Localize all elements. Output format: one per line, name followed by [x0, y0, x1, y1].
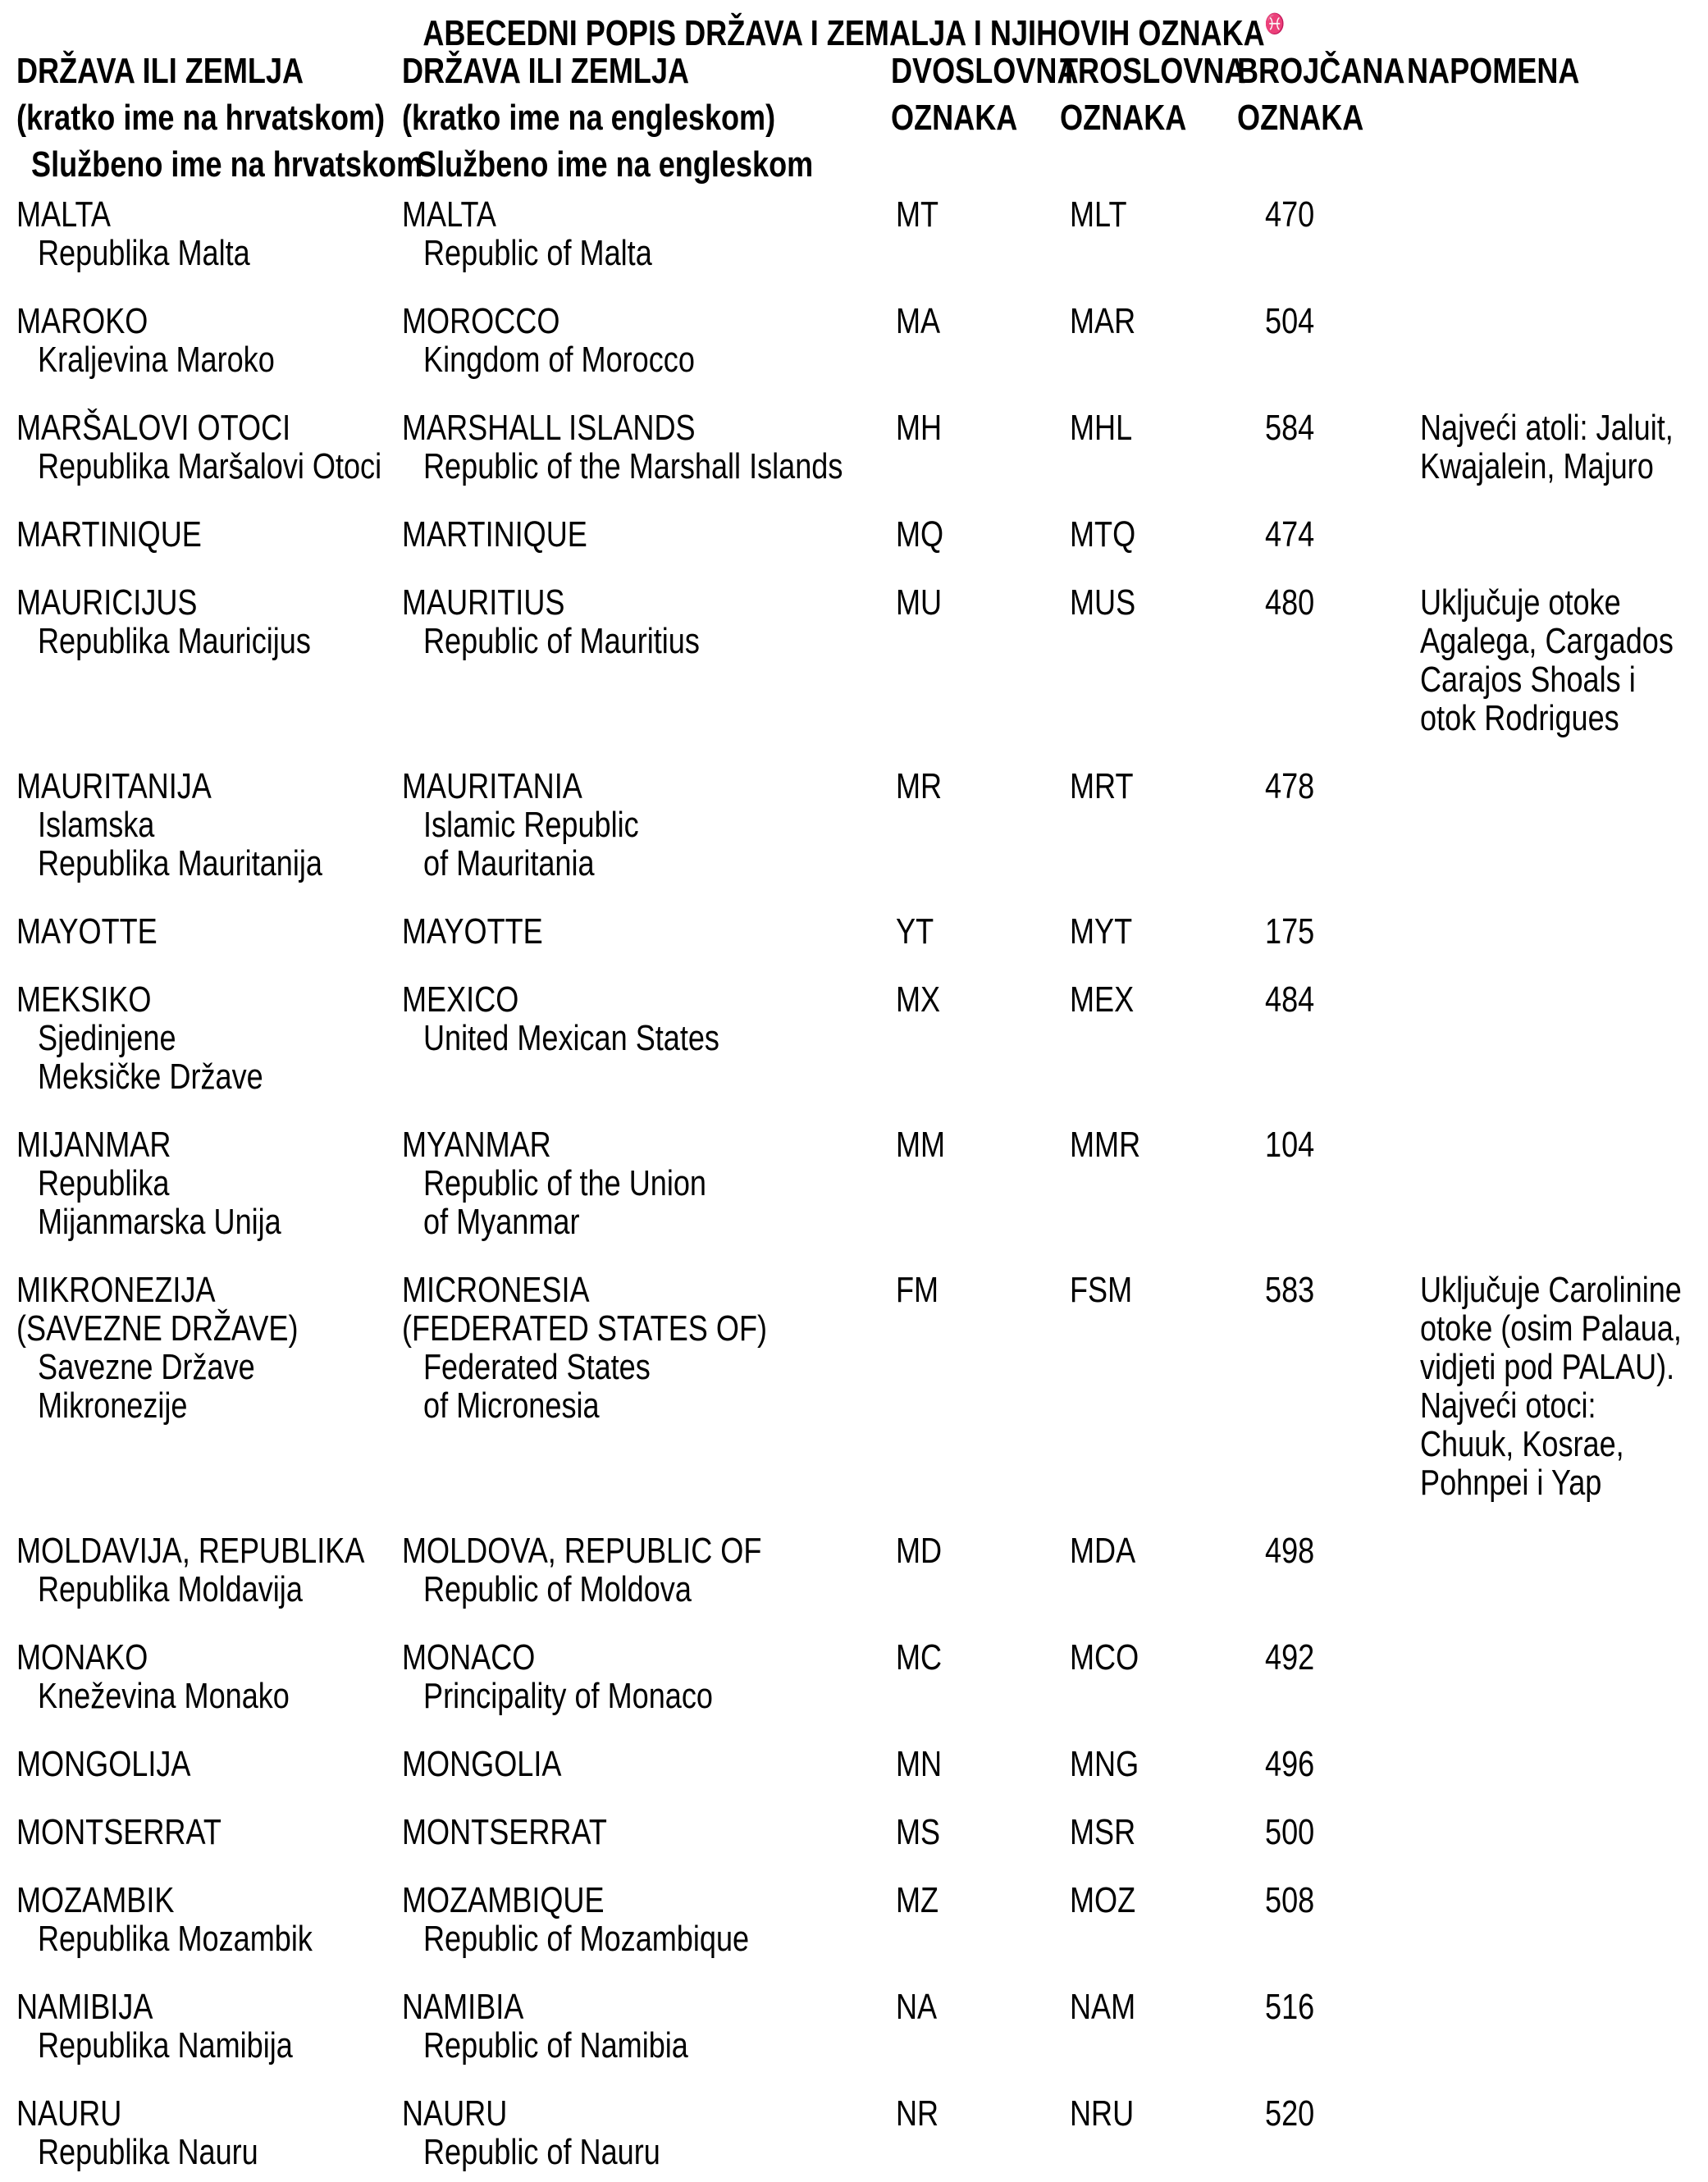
numeric-value: 474	[1265, 514, 1315, 555]
country-official-name-hr: Republika Mozambik	[38, 1919, 313, 1959]
alpha2-code	[891, 1532, 1060, 1609]
alpha3-value: MAR	[1070, 301, 1136, 341]
alpha3-code	[1060, 1988, 1237, 2065]
header-col-alpha2	[891, 48, 1079, 188]
country-short-name-en: MOZAMBIQUE	[402, 1880, 605, 1920]
alpha2-code	[891, 583, 1060, 737]
alpha2-code	[891, 1745, 1060, 1783]
numeric-value: 175	[1265, 911, 1315, 952]
header-col-alpha3	[1060, 48, 1246, 188]
country-official-name-en: of Myanmar	[423, 1202, 580, 1242]
country-official-name-en: Federated States	[423, 1347, 651, 1387]
numeric-value: 492	[1265, 1637, 1315, 1678]
note	[1407, 767, 1700, 883]
country-short-name-hr: MONTSERRAT	[16, 1812, 221, 1852]
country-official-name-hr: Republika	[38, 1163, 170, 1203]
country-short-name-hr: MEKSIKO	[16, 979, 152, 1020]
country-name-en	[402, 1988, 891, 2065]
table-rows	[16, 195, 1700, 2182]
table-row	[16, 767, 1700, 883]
country-name-en	[402, 1881, 891, 1958]
country-name-en	[402, 302, 891, 379]
country-name-hr	[16, 302, 402, 379]
header-alpha3-line2: OZNAKA	[1060, 98, 1187, 138]
header-numeric-line1: BROJČANA	[1237, 51, 1405, 91]
country-short-name-en: MONGOLIA	[402, 1744, 562, 1784]
alpha3-code	[1060, 2094, 1237, 2171]
alpha2-code	[891, 2094, 1060, 2171]
table-row	[16, 1532, 1700, 1609]
alpha3-code	[1060, 583, 1237, 737]
country-name-hr	[16, 409, 402, 486]
header-col-hr-name	[16, 48, 423, 188]
numeric-value: 484	[1265, 979, 1315, 1020]
alpha3-code	[1060, 1532, 1237, 1609]
country-name-en	[402, 2094, 891, 2171]
alpha3-value: MNG	[1070, 1744, 1139, 1784]
country-name-en	[402, 1532, 891, 1609]
title-footnote-mark: ♓	[1264, 13, 1286, 35]
note-line: Najveći atoli: Jaluit,	[1420, 408, 1674, 448]
country-name-en	[402, 1638, 891, 1715]
country-official-name-hr: Islamska	[38, 805, 155, 845]
table-header	[16, 48, 1700, 188]
country-short-name-hr: MAURICIJUS	[16, 582, 198, 623]
numeric-code	[1237, 195, 1407, 272]
country-short-name-en: NAURU	[402, 2093, 508, 2134]
country-short-name-en: MAURITIUS	[402, 582, 565, 623]
numeric-value: 520	[1265, 2093, 1315, 2134]
country-short-name-hr: MAURITANIJA	[16, 766, 212, 806]
numeric-value: 583	[1265, 1270, 1315, 1310]
country-official-name-en: Republic of Malta	[423, 233, 652, 273]
country-official-name-hr: Republika Moldavija	[38, 1569, 303, 1609]
alpha2-value: MZ	[896, 1880, 939, 1920]
country-name-hr	[16, 912, 402, 951]
header-hr-name-line1: DRŽAVA ILI ZEMLJA	[16, 51, 304, 91]
alpha3-code	[1060, 195, 1237, 272]
country-official-name-hr: Mijanmarska Unija	[38, 1202, 281, 1242]
numeric-value: 470	[1265, 194, 1315, 235]
alpha3-code	[1060, 1638, 1237, 1715]
country-official-name-en: Republic of the Union	[423, 1163, 706, 1203]
header-col-note	[1407, 48, 1700, 188]
country-name-hr	[16, 980, 402, 1096]
country-short-name-hr: MONAKO	[16, 1637, 148, 1678]
note	[1407, 195, 1700, 272]
alpha2-code	[891, 515, 1060, 554]
note	[1407, 1638, 1700, 1715]
alpha2-value: MR	[896, 766, 943, 806]
table-row	[16, 1881, 1700, 1958]
alpha3-code	[1060, 1271, 1237, 1502]
country-short-name-en: (FEDERATED STATES OF)	[402, 1308, 768, 1349]
country-short-name-hr: MALTA	[16, 194, 111, 235]
note-line: Uključuje otoke	[1420, 582, 1621, 623]
numeric-value: 500	[1265, 1812, 1315, 1852]
numeric-code	[1237, 980, 1407, 1096]
table-row	[16, 912, 1700, 951]
numeric-value: 480	[1265, 582, 1315, 623]
alpha2-code	[891, 767, 1060, 883]
header-col-en-name	[402, 48, 891, 188]
numeric-value: 584	[1265, 408, 1315, 448]
alpha2-value: MS	[896, 1812, 941, 1852]
alpha3-code	[1060, 912, 1237, 951]
table-row	[16, 1813, 1700, 1851]
table-row	[16, 1125, 1700, 1241]
country-name-hr	[16, 1271, 402, 1502]
country-name-hr	[16, 1988, 402, 2065]
header-alpha2-line2: OZNAKA	[891, 98, 1018, 138]
country-official-name-en: Kingdom of Morocco	[423, 340, 695, 380]
country-official-name-en: of Micronesia	[423, 1385, 600, 1426]
alpha2-code	[891, 1638, 1060, 1715]
note	[1407, 1881, 1700, 1958]
country-short-name-hr: MIKRONEZIJA	[16, 1270, 216, 1310]
alpha2-value: YT	[896, 911, 934, 952]
table-row	[16, 195, 1700, 272]
country-name-en	[402, 1745, 891, 1783]
country-name-hr	[16, 1813, 402, 1851]
note	[1407, 2094, 1700, 2171]
note	[1407, 980, 1700, 1096]
alpha2-value: FM	[896, 1270, 939, 1310]
alpha2-value: MH	[896, 408, 943, 448]
alpha2-code	[891, 980, 1060, 1096]
country-short-name-en: MOLDOVA, REPUBLIC OF	[402, 1531, 762, 1571]
alpha3-code	[1060, 1745, 1237, 1783]
note-line: Chuuk, Kosrae,	[1420, 1424, 1624, 1464]
header-alpha3-line1: TROSLOVNA	[1060, 51, 1246, 91]
alpha2-value: MN	[896, 1744, 943, 1784]
country-official-name-en: Republic of Nauru	[423, 2132, 660, 2172]
country-name-en	[402, 1271, 891, 1502]
country-short-name-en: MONTSERRAT	[402, 1812, 607, 1852]
country-short-name-en: MONACO	[402, 1637, 536, 1678]
table-row	[16, 583, 1700, 737]
country-name-en	[402, 195, 891, 272]
alpha2-value: NR	[896, 2093, 939, 2134]
alpha3-value: MUS	[1070, 582, 1136, 623]
alpha3-code	[1060, 1813, 1237, 1851]
numeric-code	[1237, 1813, 1407, 1851]
country-name-en	[402, 409, 891, 486]
country-name-en	[402, 912, 891, 951]
country-short-name-hr: (SAVEZNE DRŽAVE)	[16, 1308, 299, 1349]
country-short-name-en: MAYOTTE	[402, 911, 543, 952]
note	[1407, 302, 1700, 379]
country-short-name-hr: MARTINIQUE	[16, 514, 202, 555]
country-short-name-hr: MAYOTTE	[16, 911, 158, 952]
note-line: Uključuje Carolinine	[1420, 1270, 1682, 1310]
country-official-name-en: of Mauritania	[423, 843, 595, 883]
note	[1407, 1813, 1700, 1851]
note	[1407, 1271, 1700, 1502]
numeric-value: 478	[1265, 766, 1315, 806]
country-short-name-hr: MONGOLIJA	[16, 1744, 191, 1784]
country-short-name-hr: MIJANMAR	[16, 1125, 171, 1165]
country-short-name-en: NAMIBIA	[402, 1987, 524, 2027]
numeric-value: 498	[1265, 1531, 1315, 1571]
country-name-en	[402, 1125, 891, 1241]
note-line: otoke (osim Palaua,	[1420, 1308, 1682, 1349]
note	[1407, 409, 1700, 486]
country-official-name-hr: Republika Nauru	[38, 2132, 258, 2172]
numeric-code	[1237, 583, 1407, 737]
country-name-hr	[16, 195, 402, 272]
numeric-code	[1237, 1745, 1407, 1783]
country-official-name-hr: Kneževina Monako	[38, 1676, 290, 1716]
country-short-name-hr: NAURU	[16, 2093, 122, 2134]
alpha3-value: NAM	[1070, 1987, 1136, 2027]
alpha2-value: NA	[896, 1987, 938, 2027]
country-short-name-hr: MAROKO	[16, 301, 148, 341]
country-name-hr	[16, 1532, 402, 1609]
alpha3-code	[1060, 409, 1237, 486]
note	[1407, 1532, 1700, 1609]
country-name-en	[402, 980, 891, 1096]
table-row	[16, 1271, 1700, 1502]
note	[1407, 1125, 1700, 1241]
alpha3-value: MOZ	[1070, 1880, 1136, 1920]
country-official-name-hr: Meksičke Države	[38, 1057, 263, 1097]
table-row	[16, 1745, 1700, 1783]
alpha3-value: MYT	[1070, 911, 1133, 952]
numeric-code	[1237, 912, 1407, 951]
country-short-name-hr: NAMIBIJA	[16, 1987, 153, 2027]
alpha3-value: MHL	[1070, 408, 1133, 448]
alpha3-code	[1060, 1881, 1237, 1958]
alpha2-code	[891, 1988, 1060, 2065]
note-line: Agalega, Cargados	[1420, 621, 1674, 661]
numeric-value: 504	[1265, 301, 1315, 341]
header-en-name-line2: (kratko ime na engleskom)	[402, 98, 776, 138]
country-official-name-en: Republic of Mauritius	[423, 621, 700, 661]
alpha3-value: MDA	[1070, 1531, 1136, 1571]
country-short-name-en: MARSHALL ISLANDS	[402, 408, 696, 448]
country-short-name-en: MAURITANIA	[402, 766, 582, 806]
country-short-name-en: MEXICO	[402, 979, 519, 1020]
numeric-code	[1237, 1881, 1407, 1958]
alpha2-value: MT	[896, 194, 939, 235]
country-short-name-en: MARTINIQUE	[402, 514, 587, 555]
header-hr-name-line3: Službeno ime na hrvatskom	[31, 144, 423, 185]
alpha3-value: MMR	[1070, 1125, 1141, 1165]
alpha2-code	[891, 1271, 1060, 1502]
country-name-hr	[16, 767, 402, 883]
country-official-name-hr: Kraljevina Maroko	[38, 340, 275, 380]
country-name-hr	[16, 1745, 402, 1783]
note	[1407, 1745, 1700, 1783]
table-row	[16, 980, 1700, 1096]
alpha2-value: MU	[896, 582, 943, 623]
alpha2-value: MC	[896, 1637, 943, 1678]
country-name-hr	[16, 583, 402, 737]
alpha2-code	[891, 1813, 1060, 1851]
alpha2-value: MM	[896, 1125, 946, 1165]
alpha3-value: MSR	[1070, 1812, 1136, 1852]
numeric-code	[1237, 515, 1407, 554]
alpha2-value: MA	[896, 301, 941, 341]
table-row	[16, 1638, 1700, 1715]
country-official-name-hr: Savezne Države	[38, 1347, 255, 1387]
header-hr-name-line2: (kratko ime na hrvatskom)	[16, 98, 386, 138]
alpha3-value: MCO	[1070, 1637, 1139, 1678]
table-row	[16, 302, 1700, 379]
alpha3-value: MLT	[1070, 194, 1127, 235]
country-official-name-hr: Mikronezije	[38, 1385, 188, 1426]
numeric-code	[1237, 1271, 1407, 1502]
country-official-name-hr: Republika Maršalovi Otoci	[38, 446, 382, 486]
numeric-value: 508	[1265, 1880, 1315, 1920]
page-title-text: ABECEDNI POPIS DRŽAVA I ZEMALJA I NJIHOVIH OZNAKA	[422, 13, 1265, 53]
table-row	[16, 409, 1700, 486]
country-official-name-en: Republic of Mozambique	[423, 1919, 750, 1959]
country-short-name-en: MOROCCO	[402, 301, 560, 341]
alpha3-code	[1060, 515, 1237, 554]
table-row	[16, 1988, 1700, 2065]
numeric-code	[1237, 1532, 1407, 1609]
numeric-value: 516	[1265, 1987, 1315, 2027]
country-official-name-en: Republic of Namibia	[423, 2025, 688, 2066]
alpha3-value: FSM	[1070, 1270, 1133, 1310]
note	[1407, 515, 1700, 554]
country-official-name-en: Republic of the Marshall Islands	[423, 446, 843, 486]
country-official-name-hr: Republika Malta	[38, 233, 250, 273]
country-name-hr	[16, 1125, 402, 1241]
country-short-name-hr: MARŠALOVI OTOCI	[16, 408, 291, 448]
country-name-en	[402, 515, 891, 554]
alpha2-code	[891, 912, 1060, 951]
table-row	[16, 2094, 1700, 2171]
header-col-numeric	[1237, 48, 1407, 188]
numeric-value: 496	[1265, 1744, 1315, 1784]
alpha2-code	[891, 1125, 1060, 1241]
note-line: Najveći otoci:	[1420, 1385, 1596, 1426]
header-note-line1: NAPOMENA	[1407, 51, 1580, 91]
alpha2-value: MX	[896, 979, 941, 1020]
alpha3-code	[1060, 302, 1237, 379]
numeric-value: 104	[1265, 1125, 1315, 1165]
note-line: otok Rodrigues	[1420, 698, 1619, 738]
numeric-code	[1237, 1125, 1407, 1241]
note	[1407, 583, 1700, 737]
header-numeric-line2: OZNAKA	[1237, 98, 1364, 138]
country-official-name-en: United Mexican States	[423, 1018, 719, 1058]
country-name-en	[402, 1813, 891, 1851]
note	[1407, 912, 1700, 951]
note-line: vidjeti pod PALAU).	[1420, 1347, 1675, 1387]
country-short-name-hr: MOLDAVIJA, REPUBLIKA	[16, 1531, 365, 1571]
numeric-code	[1237, 767, 1407, 883]
country-short-name-hr: MOZAMBIK	[16, 1880, 175, 1920]
country-official-name-en: Islamic Republic	[423, 805, 639, 845]
country-official-name-hr: Republika Namibija	[38, 2025, 293, 2066]
country-official-name-hr: Republika Mauritanija	[38, 843, 322, 883]
alpha3-code	[1060, 1125, 1237, 1241]
country-official-name-en: Republic of Moldova	[423, 1569, 692, 1609]
alpha3-code	[1060, 767, 1237, 883]
alpha3-value: NRU	[1070, 2093, 1135, 2134]
table-row	[16, 515, 1700, 554]
alpha2-code	[891, 409, 1060, 486]
country-official-name-hr: Sjedinjene	[38, 1018, 176, 1058]
country-official-name-hr: Republika Mauricijus	[38, 621, 311, 661]
alpha2-code	[891, 1881, 1060, 1958]
numeric-code	[1237, 1638, 1407, 1715]
country-name-hr	[16, 2094, 402, 2171]
numeric-code	[1237, 1988, 1407, 2065]
country-short-name-en: MICRONESIA	[402, 1270, 590, 1310]
country-name-hr	[16, 1638, 402, 1715]
country-short-name-en: MYANMAR	[402, 1125, 551, 1165]
note-line: Pohnpei i Yap	[1420, 1463, 1602, 1503]
alpha2-value: MD	[896, 1531, 943, 1571]
country-name-hr	[16, 515, 402, 554]
alpha3-value: MTQ	[1070, 514, 1136, 555]
numeric-code	[1237, 2094, 1407, 2171]
country-short-name-en: MALTA	[402, 194, 496, 235]
country-name-hr	[16, 1881, 402, 1958]
header-en-name-line1: DRŽAVA ILI ZEMLJA	[402, 51, 690, 91]
country-name-en	[402, 583, 891, 737]
note-line: Kwajalein, Majuro	[1420, 446, 1654, 486]
alpha2-code	[891, 302, 1060, 379]
alpha2-code	[891, 195, 1060, 272]
country-name-en	[402, 767, 891, 883]
alpha2-value: MQ	[896, 514, 944, 555]
alpha3-value: MEX	[1070, 979, 1135, 1020]
alpha3-code	[1060, 980, 1237, 1096]
country-official-name-en: Principality of Monaco	[423, 1676, 713, 1716]
header-alpha2-line1: DVOSLOVNA	[891, 51, 1079, 91]
numeric-code	[1237, 302, 1407, 379]
numeric-code	[1237, 409, 1407, 486]
alpha3-value: MRT	[1070, 766, 1134, 806]
header-en-name-line3: Službeno ime na engleskom	[417, 144, 814, 185]
note-line: Carajos Shoals i	[1420, 660, 1636, 700]
note	[1407, 1988, 1700, 2065]
